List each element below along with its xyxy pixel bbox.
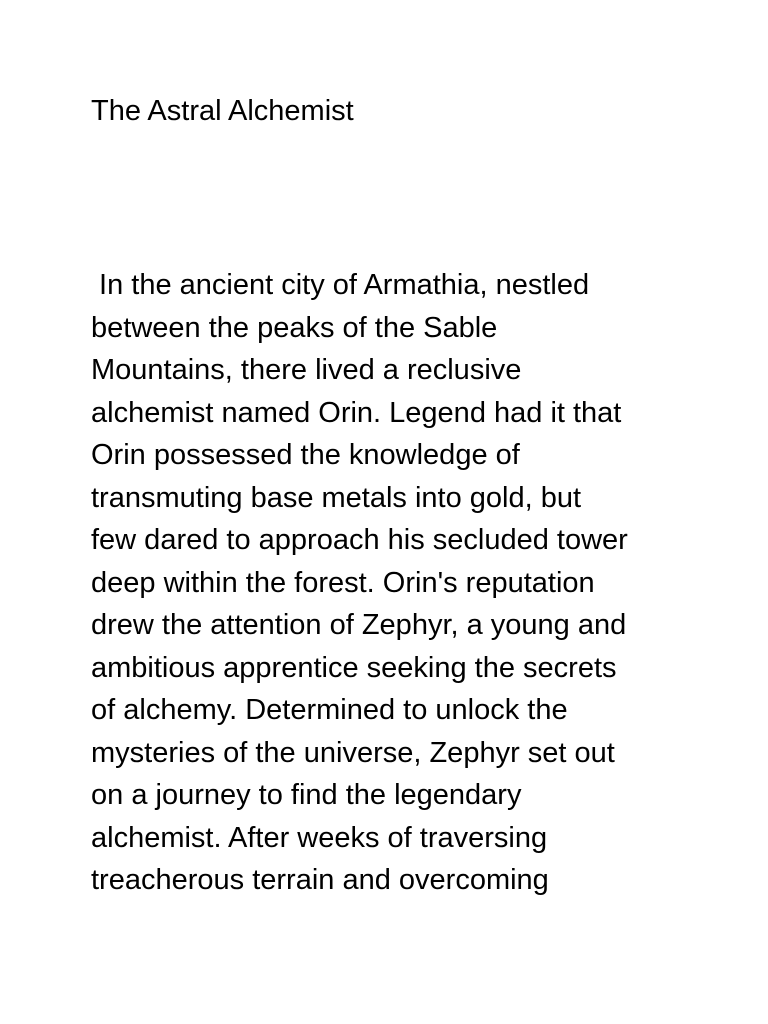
story-paragraph	[91, 264, 711, 902]
paragraph-line-15: treacherous terrain and overcoming	[91, 864, 549, 896]
document-title: The Astral Alchemist	[91, 95, 354, 127]
paragraph-line-7: few dared to approach his secluded tower	[91, 524, 628, 556]
paragraph-line-3: Mountains, there lived a reclusive	[91, 354, 522, 386]
paragraph-line-6: transmuting base metals into gold, but	[91, 481, 582, 514]
paragraph-line-2: between the peaks of the Sable	[91, 311, 498, 344]
paragraph-line-10: ambitious apprentice seeking the secrets	[91, 651, 617, 684]
paragraph-line-11: of alchemy. Determined to unlock the	[91, 694, 568, 726]
paragraph-line-9: drew the attention of Zephyr, a young and	[91, 609, 627, 641]
paragraph-line-5: Orin possessed the knowledge of	[91, 439, 520, 471]
paragraph-line-14: alchemist. After weeks of traversing	[91, 821, 548, 854]
paragraph-line-8: deep within the forest. Orin's reputation	[91, 566, 595, 599]
paragraph-line-13: on a journey to find the legendary	[91, 779, 522, 811]
paragraph-line-4: alchemist named Orin. Legend had it that	[91, 396, 622, 429]
paragraph-line-1: In the ancient city of Armathia, nestled	[91, 269, 590, 301]
paragraph-line-12: mysteries of the universe, Zephyr set out	[91, 736, 615, 769]
